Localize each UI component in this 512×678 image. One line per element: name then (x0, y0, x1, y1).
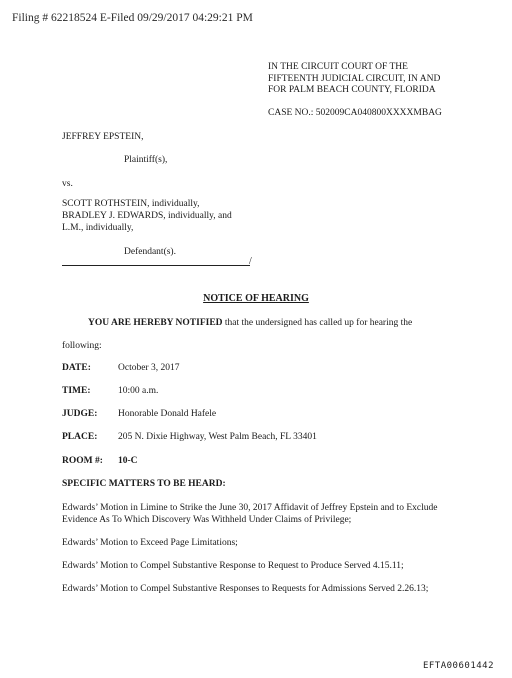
time-label: TIME: (62, 386, 91, 396)
date-label: DATE: (62, 363, 91, 373)
plaintiff-name: JEFFREY EPSTEIN, (62, 132, 144, 142)
document-title-text: NOTICE OF HEARING (203, 293, 309, 304)
versus-label: vs. (62, 179, 73, 189)
motion-item: Edwards’ Motion to Exceed Page Limitations; (62, 538, 238, 548)
court-line-3: FOR PALM BEACH COUNTY, FLORIDA (268, 85, 436, 95)
notice-following: following: (62, 341, 102, 351)
court-line-1: IN THE CIRCUIT COURT OF THE (268, 62, 408, 72)
document-title (0, 293, 512, 304)
defendant-item: L.M., individually, (62, 223, 134, 233)
room-value: 10-C (118, 456, 138, 466)
document-id-stamp: EFTA00601442 (422, 661, 494, 671)
motion-item: Edwards’ Motion in Limine to Strike the June 30, 2017 Affidavit of Jeffrey Epstein and to Exclude Evidence As To Which Discovery Was Withheld Under Claims of Privilege; (62, 503, 438, 525)
specific-matters-heading: SPECIFIC MATTERS TO BE HEARD: (62, 479, 226, 489)
notice-lead-bold: YOU ARE HEREBY NOTIFIED (88, 318, 223, 328)
motion-item: Edwards’ Motion to Compel Substantive Response to Request to Produce Served 4.15.11; (62, 561, 404, 571)
date-value: October 3, 2017 (118, 363, 180, 373)
defendants-list (62, 198, 262, 234)
defendant-role: Defendant(s). (124, 247, 176, 257)
judge-label: JUDGE: (62, 409, 98, 419)
notice-paragraph (88, 318, 412, 328)
notice-lead-rest: that the undersigned has called up for hearing the (222, 318, 413, 328)
motion-item: Edwards’ Motion to Compel Substantive Responses to Requests for Admissions Served 2.26.13; (62, 584, 429, 594)
place-label: PLACE: (62, 432, 98, 442)
time-value: 10:00 a.m. (118, 386, 159, 396)
defendant-item: BRADLEY J. EDWARDS, individually, and (62, 211, 232, 221)
room-label: ROOM #: (62, 456, 103, 466)
case-number: CASE NO.: 502009CA040800XXXXMBAG (268, 108, 442, 118)
caption-rule (62, 265, 250, 266)
filing-header: Filing # 62218524 E-Filed 09/29/2017 04:29:21 PM (12, 12, 253, 24)
court-heading (268, 62, 498, 97)
plaintiff-role: Plaintiff(s), (124, 155, 168, 165)
judge-value: Honorable Donald Hafele (118, 409, 217, 419)
court-line-2: FIFTEENTH JUDICIAL CIRCUIT, IN AND (268, 73, 441, 84)
place-value: 205 N. Dixie Highway, West Palm Beach, FL 33401 (118, 432, 317, 442)
caption-slash: / (249, 256, 252, 267)
defendant-item: SCOTT ROTHSTEIN, individually, (62, 199, 200, 209)
